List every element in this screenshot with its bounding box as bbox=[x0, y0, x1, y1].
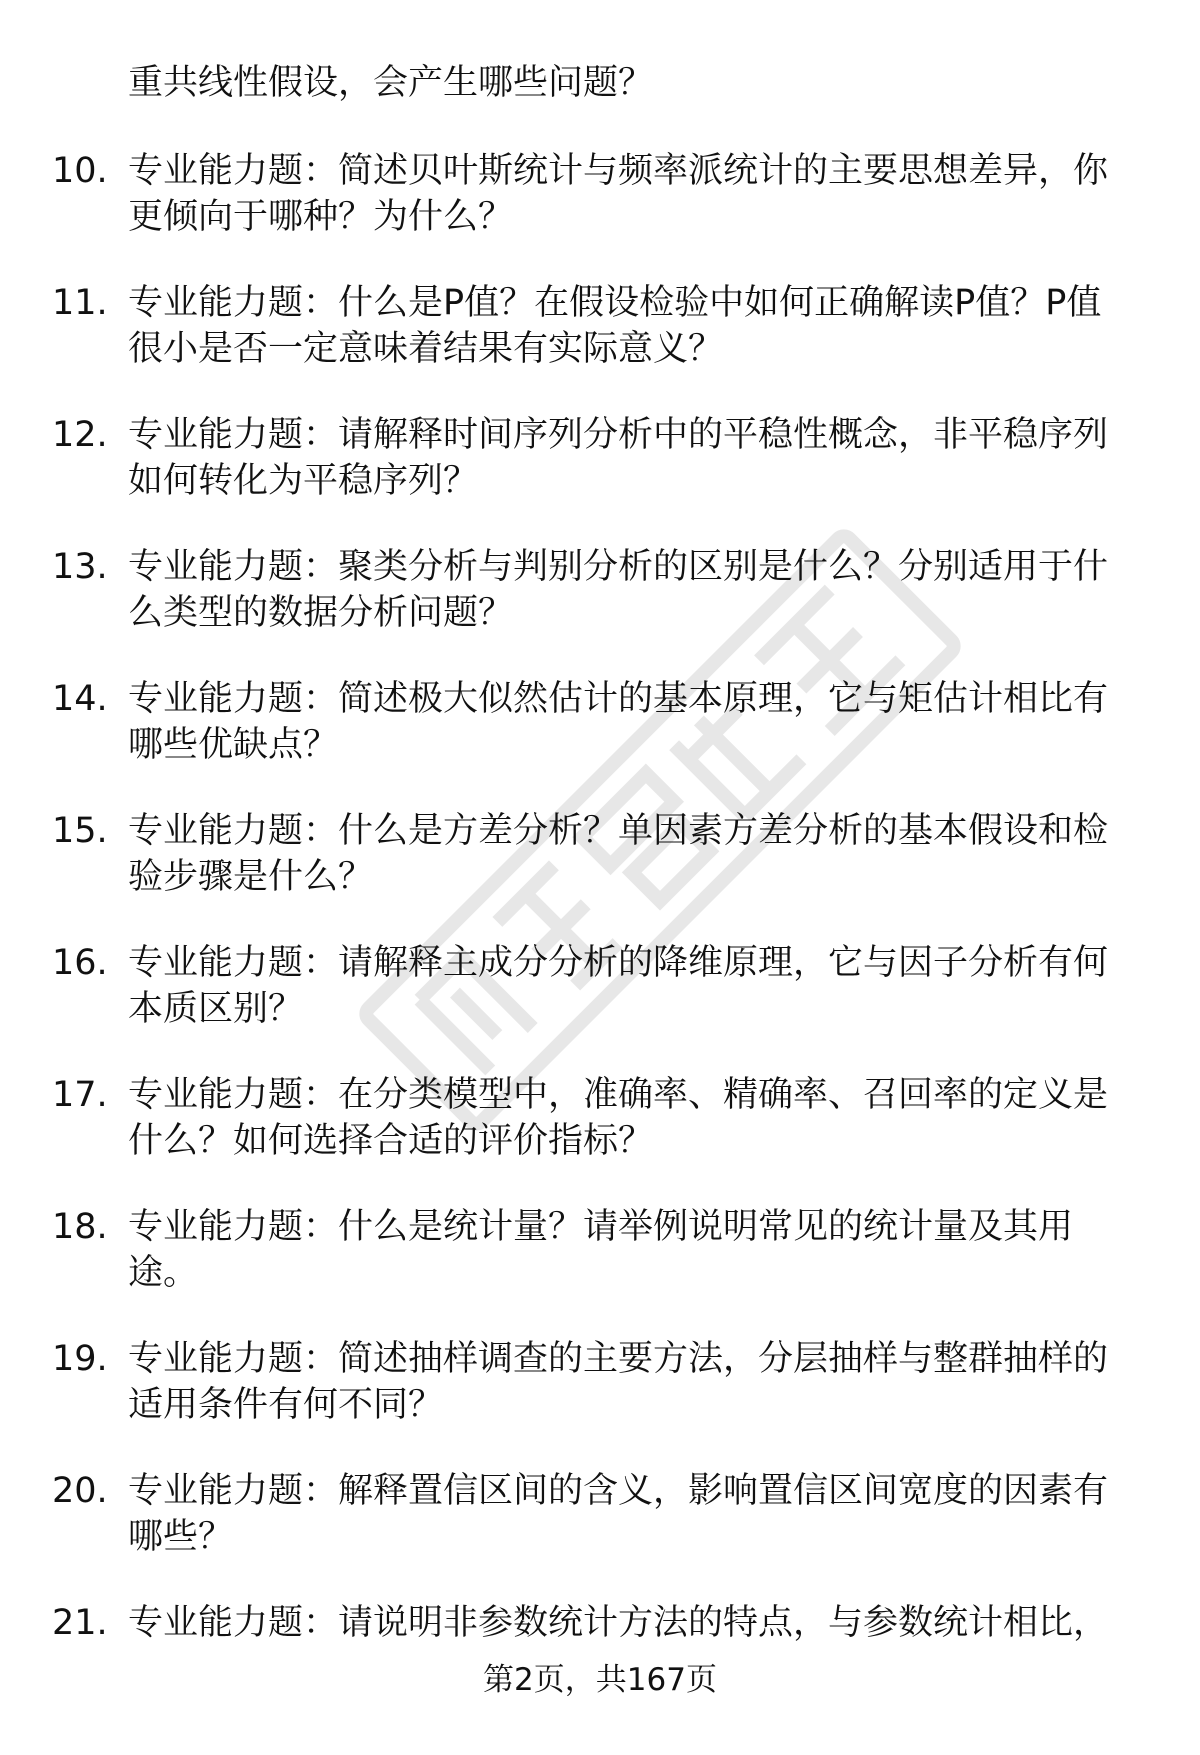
question-line: 本质区别？ bbox=[128, 989, 304, 1029]
list-item bbox=[0, 544, 1200, 676]
question-line: 专业能力题：聚类分析与判别分析的区别是什么？分别适用于什 bbox=[128, 547, 1109, 587]
question-text bbox=[128, 1600, 1138, 1646]
question-line: 专业能力题：简述贝叶斯统计与频率派统计的主要思想差异，你 bbox=[128, 151, 1109, 191]
question-number: 11. bbox=[52, 283, 108, 323]
question-line: 途。 bbox=[128, 1253, 199, 1293]
question-number: 18. bbox=[52, 1207, 108, 1247]
question-line: 专业能力题：请解释主成分分析的降维原理，它与因子分析有何 bbox=[128, 943, 1109, 983]
list-item bbox=[0, 280, 1200, 412]
question-line: 专业能力题：请说明非参数统计方法的特点，与参数统计相比， bbox=[128, 1603, 1109, 1643]
question-line: 验步骤是什么？ bbox=[128, 857, 374, 897]
question-line: 专业能力题：在分类模型中，准确率、精确率、召回率的定义是 bbox=[128, 1075, 1109, 1115]
list-item bbox=[0, 1204, 1200, 1336]
list-item bbox=[0, 676, 1200, 808]
question-text bbox=[128, 280, 1138, 372]
question-line: 哪些优缺点？ bbox=[128, 725, 339, 765]
question-text bbox=[128, 1336, 1138, 1428]
question-text bbox=[128, 1072, 1138, 1164]
question-line: 专业能力题：简述极大似然估计的基本原理，它与矩估计相比有 bbox=[128, 679, 1109, 719]
question-line: 专业能力题：简述抽样调查的主要方法，分层抽样与整群抽样的 bbox=[128, 1339, 1109, 1379]
list-item bbox=[0, 1072, 1200, 1204]
list-item bbox=[0, 940, 1200, 1072]
question-line: 专业能力题：请解释时间序列分析中的平稳性概念，非平稳序列 bbox=[128, 415, 1109, 455]
question-text bbox=[128, 808, 1138, 900]
question-text bbox=[128, 940, 1138, 1032]
question-line: 专业能力题：什么是P值？在假设检验中如何正确解读P值？P值 bbox=[128, 283, 1102, 323]
question-text bbox=[128, 148, 1138, 240]
question-number: 14. bbox=[52, 679, 108, 719]
list-item bbox=[0, 1468, 1200, 1600]
question-number: 19. bbox=[52, 1339, 108, 1379]
list-item bbox=[0, 1336, 1200, 1468]
question-list bbox=[0, 148, 1200, 1732]
question-number: 20. bbox=[52, 1471, 108, 1511]
page-number-footer: 第2页，共167页 bbox=[483, 1662, 717, 1698]
question-line: 专业能力题：解释置信区间的含义，影响置信区间宽度的因素有 bbox=[128, 1471, 1109, 1511]
question-number: 10. bbox=[52, 151, 108, 191]
question-text bbox=[128, 412, 1138, 504]
question-number: 15. bbox=[52, 811, 108, 851]
question-line: 专业能力题：什么是统计量？请举例说明常见的统计量及其用 bbox=[128, 1207, 1074, 1247]
question-line: 如何转化为平稳序列？ bbox=[128, 461, 479, 501]
question-number: 12. bbox=[52, 415, 108, 455]
question-line: 么类型的数据分析问题？ bbox=[128, 593, 514, 633]
question-text bbox=[128, 1204, 1138, 1296]
continued-question-text: 重共线性假设，会产生哪些问题？ bbox=[128, 63, 654, 103]
question-line: 专业能力题：什么是方差分析？单因素方差分析的基本假设和检 bbox=[128, 811, 1109, 851]
question-line: 适用条件有何不同？ bbox=[128, 1385, 444, 1425]
question-number: 17. bbox=[52, 1075, 108, 1115]
question-number: 13. bbox=[52, 547, 108, 587]
question-line: 哪些？ bbox=[128, 1517, 234, 1557]
question-line: 很小是否一定意味着结果有实际意义？ bbox=[128, 329, 724, 369]
list-item bbox=[0, 808, 1200, 940]
question-text bbox=[128, 1468, 1138, 1560]
question-number: 16. bbox=[52, 943, 108, 983]
list-item bbox=[0, 148, 1200, 280]
list-item bbox=[0, 412, 1200, 544]
question-text bbox=[128, 676, 1138, 768]
question-line: 什么？如何选择合适的评价指标？ bbox=[128, 1121, 654, 1161]
question-line: 更倾向于哪种？为什么？ bbox=[128, 197, 514, 237]
question-text bbox=[128, 544, 1138, 636]
question-number: 21. bbox=[52, 1603, 108, 1643]
